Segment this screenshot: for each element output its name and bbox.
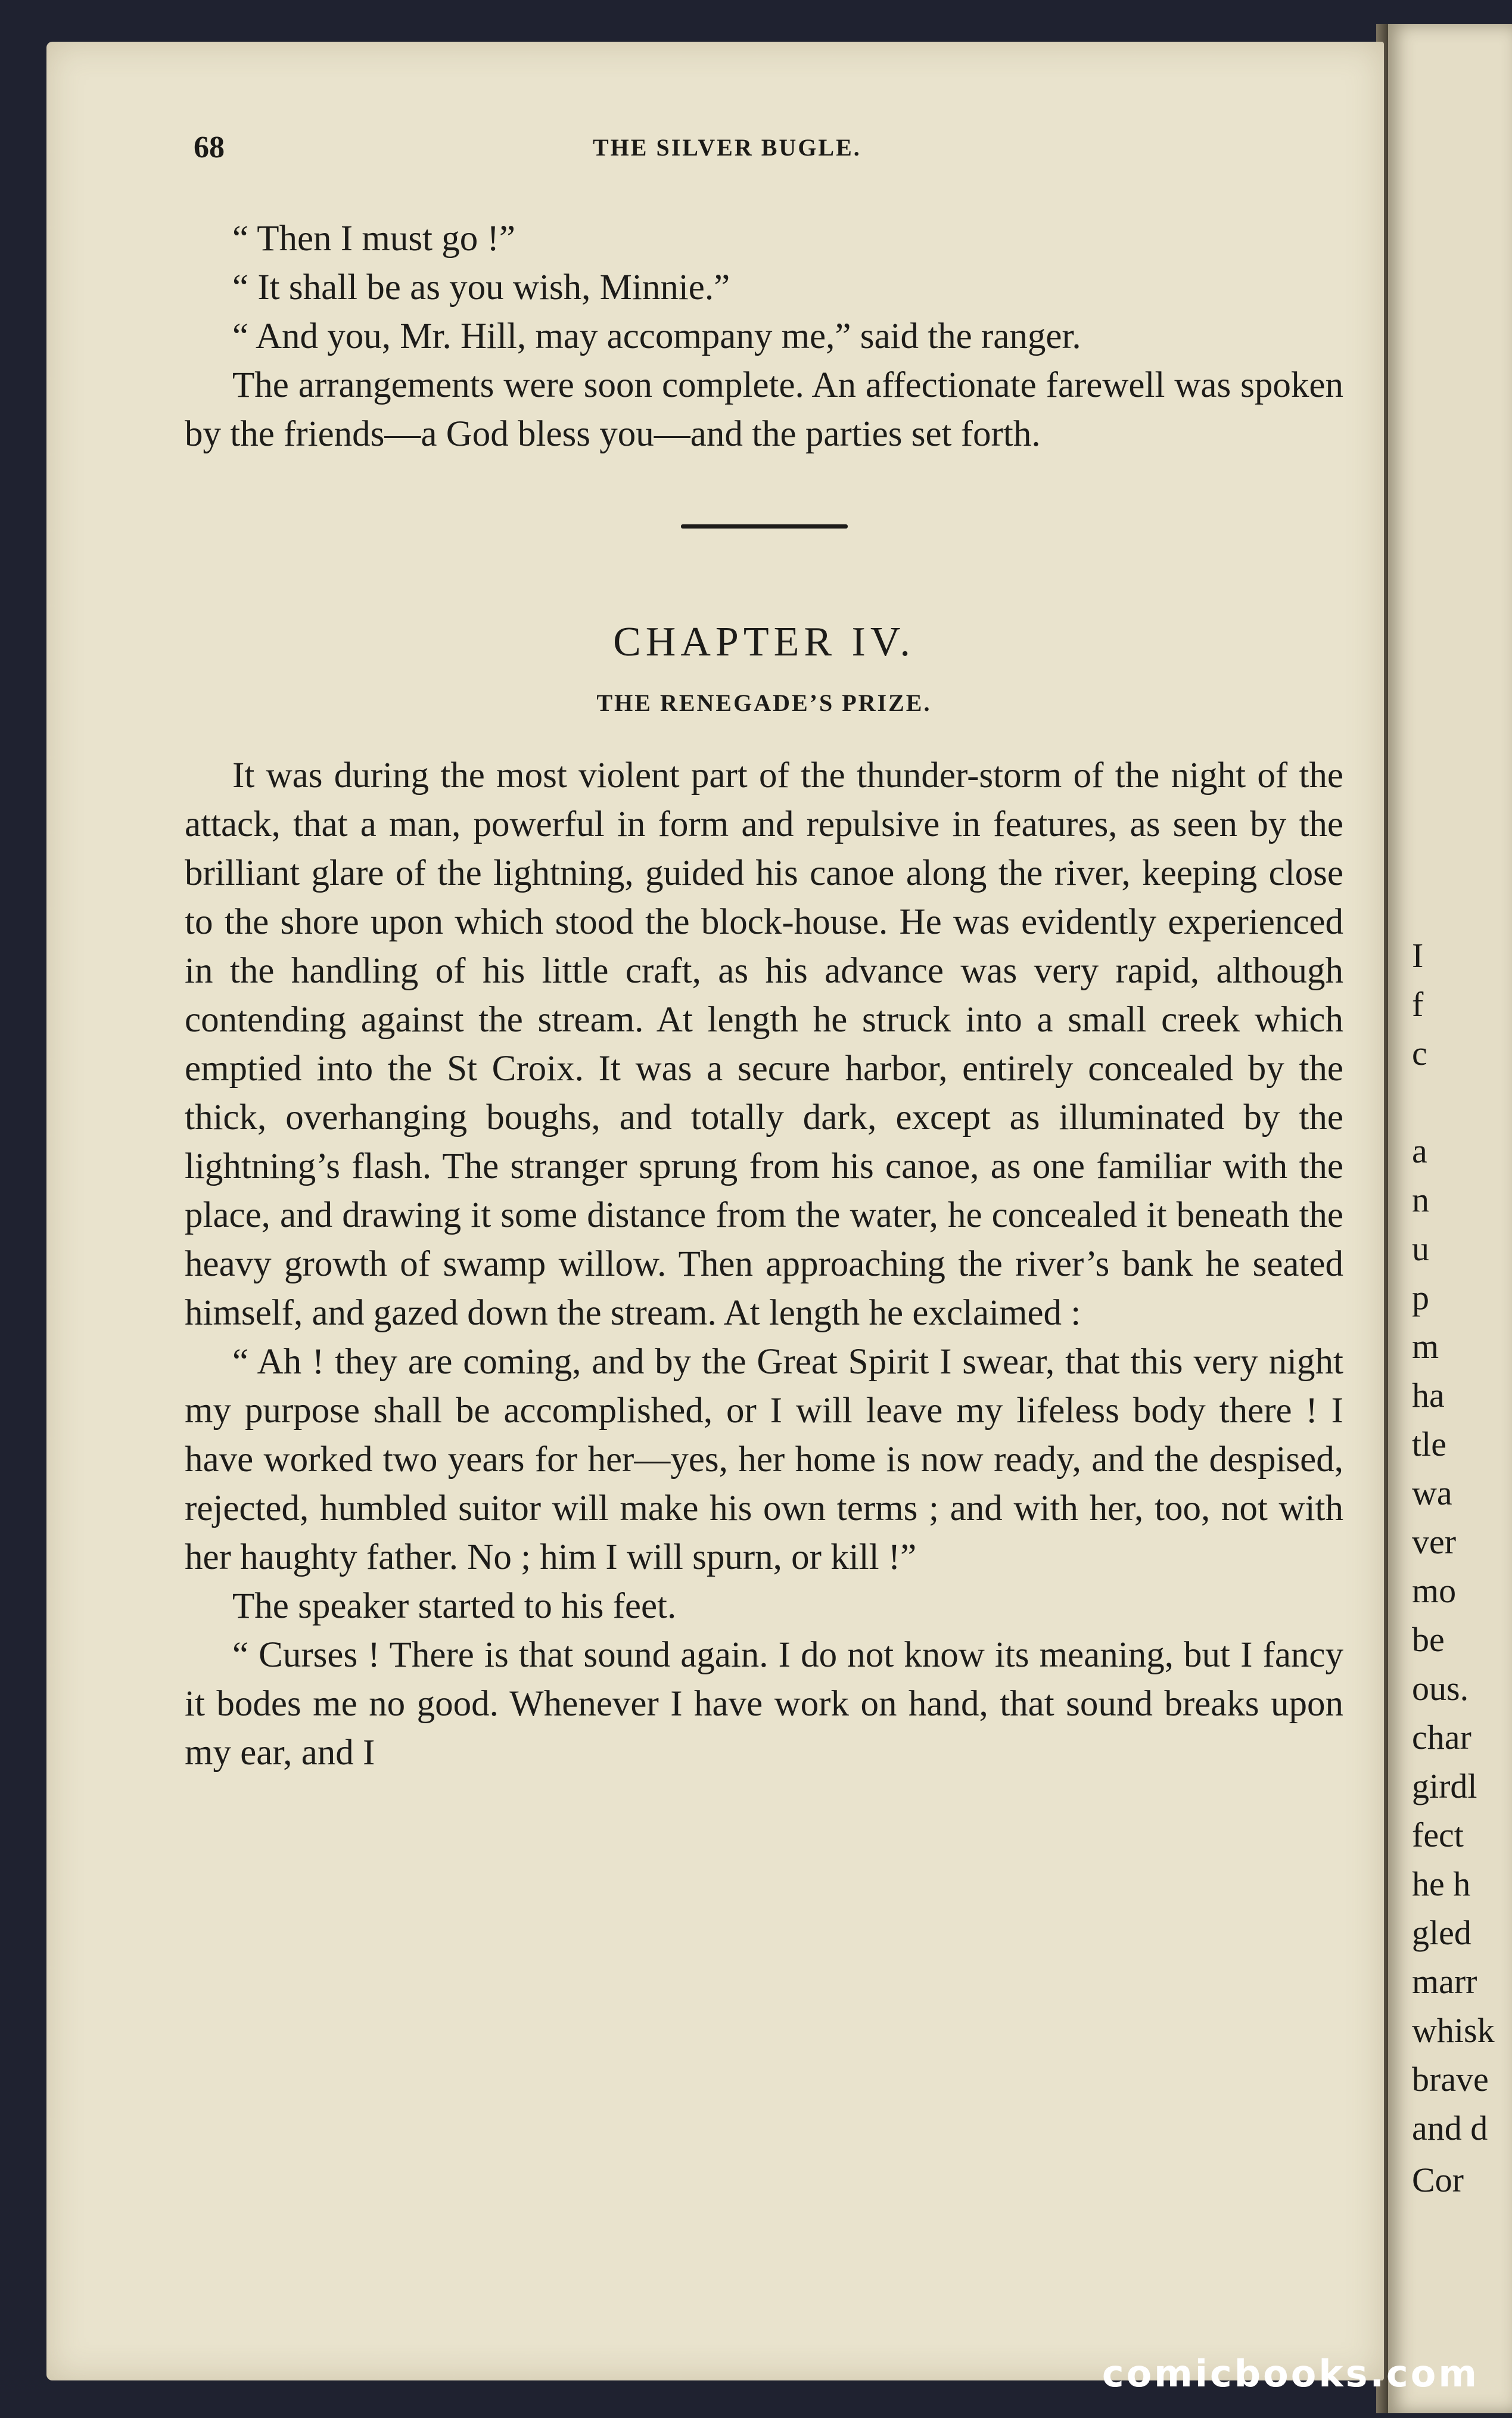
edge-fragment: f <box>1412 985 1424 1024</box>
paragraph: “ And you, Mr. Hill, may accompany me,” said the ranger. <box>232 316 1081 356</box>
edge-fragment: mo <box>1412 1571 1457 1610</box>
paragraph: It was during the most violent part of the thunder-storm of the night of the attack, that a man, powerful in form and repulsive in features, as seen by the brilliant glare of the lightning, guided his canoe along the river, keeping close to the shore upon which stood the block-house. He was evidently experienced in the handling of his little craft, as his advance was very rapid, although contending against the stream. At length he struck into a small creek which emptied into the St Croix. It was a secure harbor, entirely concealed by the thick, overhanging boughs, and totally dark, except as illuminated by the lightning’s flash. The stranger sprung from his canoe, as one familiar with the place, and drawing it some distance from the water, he concealed it beneath the heavy growth of swamp willow. Then approaching the river’s bank he seated himself, and gazed down the stream. At length he exclaimed : <box>185 756 1343 1333</box>
edge-fragment: girdl <box>1412 1767 1477 1805</box>
edge-fragment: gled <box>1412 1913 1471 1952</box>
edge-fragment: whisk <box>1412 2011 1495 2050</box>
paragraph: “ Then I must go !” <box>232 219 515 259</box>
section-divider <box>681 524 848 529</box>
edge-fragment: c <box>1412 1034 1427 1073</box>
facing-page-edge <box>1388 24 1512 2413</box>
chapter-subtitle: THE RENEGADE’S PRIZE. <box>596 689 932 716</box>
body-text <box>185 215 1343 1777</box>
edge-fragment: tle <box>1412 1425 1446 1463</box>
edge-fragment: and d <box>1412 2109 1488 2147</box>
edge-fragment: u <box>1412 1229 1429 1268</box>
edge-fragment: p <box>1412 1278 1429 1317</box>
edge-fragment: m <box>1412 1327 1439 1366</box>
edge-fragment: wa <box>1412 1474 1452 1512</box>
edge-fragment: be <box>1412 1620 1445 1659</box>
edge-fragment: I <box>1412 936 1424 975</box>
edge-fragment: marr <box>1412 1962 1477 2001</box>
paragraph: The arrangements were soon complete. An affectionate farewell was spoken by the friends—a God bless you—and the parties set forth. <box>185 365 1343 454</box>
chapter-title: CHAPTER IV. <box>613 619 915 665</box>
edge-fragment: brave <box>1412 2060 1489 2099</box>
edge-fragment: fect <box>1412 1816 1464 1854</box>
edge-fragment: n <box>1412 1180 1429 1219</box>
edge-fragment: he h <box>1412 1864 1471 1903</box>
paragraph: The speaker started to his feet. <box>232 1586 677 1626</box>
edge-fragment: char <box>1412 1718 1471 1757</box>
running-title: THE SILVER BUGLE. <box>593 134 861 161</box>
site-watermark: comicbooks.com <box>1102 2352 1479 2395</box>
edge-fragment: ver <box>1412 1522 1457 1561</box>
edge-fragment: Cor <box>1412 2161 1464 2199</box>
page-number: 68 <box>194 130 225 164</box>
edge-fragment: ha <box>1412 1376 1445 1415</box>
paragraph: “ It shall be as you wish, Minnie.” <box>232 268 730 307</box>
edge-fragment: ous. <box>1412 1669 1469 1708</box>
paragraph: “ Ah ! they are coming, and by the Great Spirit I swear, that this very night my purpose shall be accomplished, or I will leave my lifeless body there ! I have worked two years for her—yes, her home is now ready, and the despised, rejected, humbled suitor will make his own terms ; and with her, too, not with her haughty father. No ; him I will spurn, or kill !” <box>185 1342 1343 1577</box>
edge-fragment: a <box>1412 1132 1427 1170</box>
paragraph: “ Curses ! There is that sound again. I do not know its meaning, but I fancy it bodes me no good. Whenever I have work on hand, that sound breaks upon my ear, and I <box>185 1635 1343 1773</box>
